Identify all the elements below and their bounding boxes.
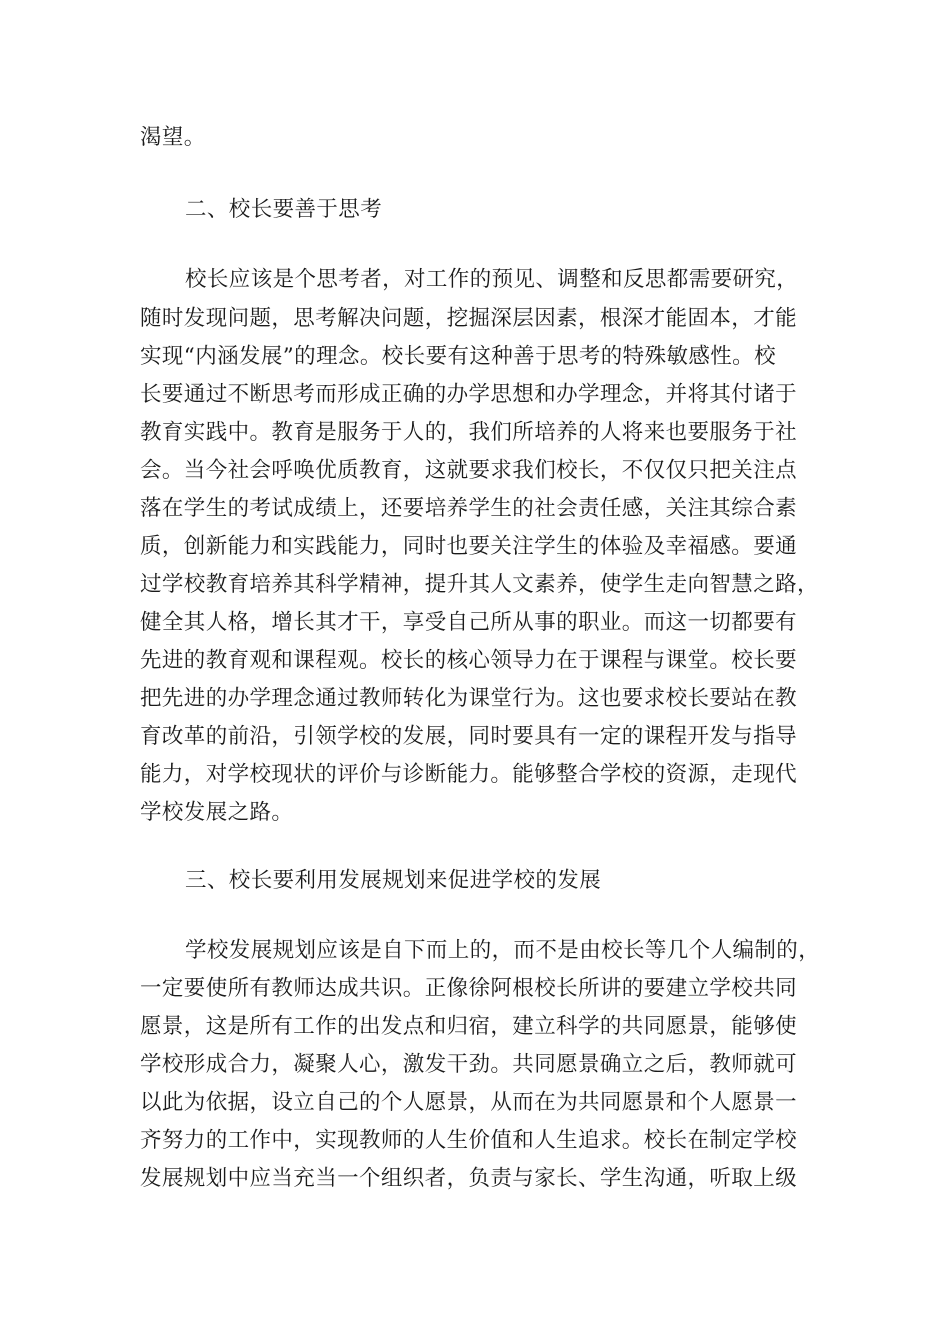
paragraph-line: 长要通过不断思考而形成正确的办学思想和办学理念，并将其付诸于: [140, 382, 798, 407]
paragraph-line: 一定要使所有教师达成共识。正像徐阿根校长所讲的要建立学校共同: [140, 976, 798, 1001]
paragraph-line: 发展规划中应当充当一个组织者，负责与家长、学生沟通，听取上级: [140, 1166, 798, 1191]
section-heading-3: 三、校长要利用发展规划来促进学校的发展: [185, 868, 602, 893]
paragraph-line: 实现“内涵发展”的理念。校长要有这种善于思考的特殊敏感性。校: [140, 344, 776, 369]
paragraph-line: 愿景，这是所有工作的出发点和归宿，建立科学的共同愿景，能够使: [140, 1014, 798, 1039]
paragraph-line: 学校发展规划应该是自下而上的，而不是由校长等几个人编制的，: [185, 938, 821, 963]
paragraph-end-line: 渴望。: [140, 125, 206, 150]
paragraph-line: 校长应该是个思考者，对工作的预见、调整和反思都需要研究，: [185, 267, 799, 292]
paragraph-line: 学校形成合力，凝聚人心，激发干劲。共同愿景确立之后，教师就可: [140, 1052, 798, 1077]
paragraph-line: 学校发展之路。: [140, 800, 294, 825]
paragraph-line: 质，创新能力和实践能力，同时也要关注学生的体验及幸福感。要通: [140, 534, 798, 559]
paragraph-line: 落在学生的考试成绩上，还要培养学生的社会责任感，关注其综合素: [140, 496, 798, 521]
section-heading-2: 二、校长要善于思考: [185, 197, 383, 222]
paragraph-line: 健全其人格，增长其才干，享受自己所从事的职业。而这一切都要有: [140, 610, 798, 635]
paragraph-line: 先进的教育观和课程观。校长的核心领导力在于课程与课堂。校长要: [140, 648, 798, 673]
paragraph-line: 把先进的办学理念通过教师转化为课堂行为。这也要求校长要站在教: [140, 686, 798, 711]
paragraph-line: 会。当今社会呼唤优质教育，这就要求我们校长，不仅仅只把关注点: [140, 458, 798, 483]
paragraph-line: 随时发现问题，思考解决问题，挖掘深层因素，根深才能固本，才能: [140, 306, 798, 331]
paragraph-line: 教育实践中。教育是服务于人的，我们所培养的人将来也要服务于社: [140, 420, 798, 445]
paragraph-line: 能力，对学校现状的评价与诊断能力。能够整合学校的资源，走现代: [140, 762, 798, 787]
paragraph-line: 过学校教育培养其科学精神，提升其人文素养，使学生走向智慧之路，: [140, 572, 819, 597]
paragraph-line: 育改革的前沿，引领学校的发展，同时要具有一定的课程开发与指导: [140, 724, 798, 749]
paragraph-line: 以此为依据，设立自己的个人愿景，从而在为共同愿景和个人愿景一: [140, 1090, 798, 1115]
paragraph-line: 齐努力的工作中，实现教师的人生价值和人生追求。校长在制定学校: [140, 1128, 798, 1153]
